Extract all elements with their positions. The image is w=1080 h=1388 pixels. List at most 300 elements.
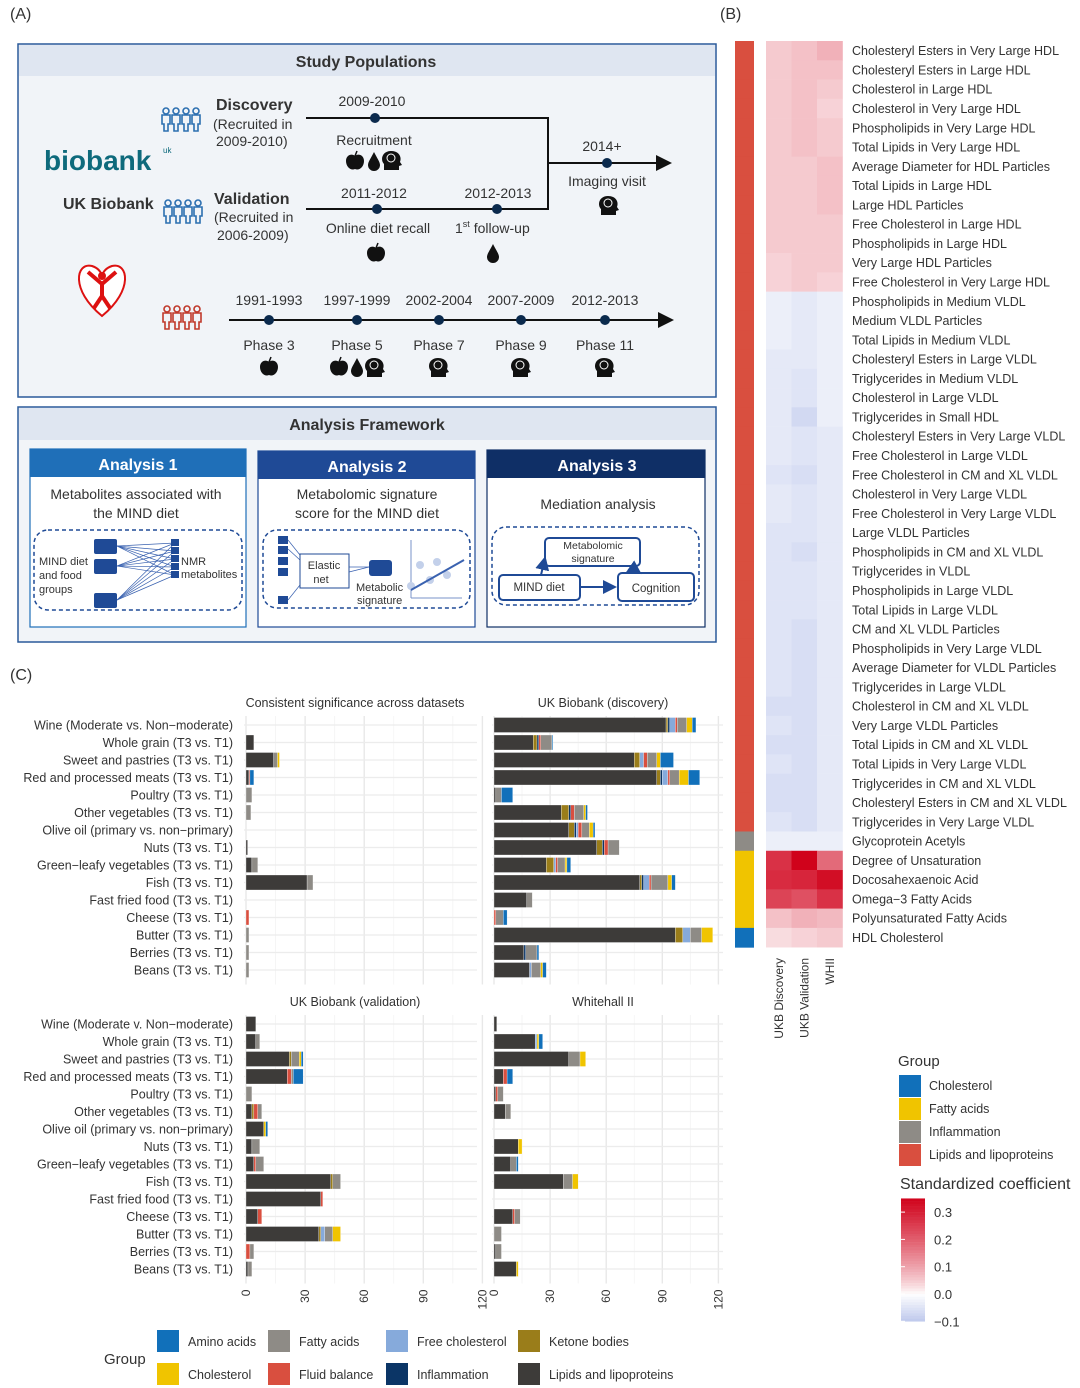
heatmap-cell [766, 735, 792, 755]
whii-year: 2012-2013 [571, 292, 639, 308]
heatmap-row-label: Triglycerides in Large VLDL [852, 680, 1006, 695]
heatmap-row-label: Phospholipids in Medium VLDL [852, 294, 1026, 309]
panel-title: UK Biobank (validation) [289, 995, 421, 1009]
colorbar-step [901, 1256, 925, 1259]
group-bar-cell [735, 581, 754, 601]
heatmap-cell [817, 388, 843, 408]
bar-segment [321, 1192, 323, 1207]
bar-segment [293, 1069, 303, 1084]
bar-segment [574, 823, 576, 838]
heatmap-cell [817, 407, 843, 427]
heatmap-row-label: Phospholipids in Large HDL [852, 236, 1007, 251]
heatmap-cell [817, 137, 843, 157]
heatmap-cell [766, 349, 792, 369]
bar-segment [561, 805, 568, 820]
bar-segment [291, 1069, 293, 1084]
heatmap-row-label: Phospholipids in Large VLDL [852, 583, 1014, 598]
colorbar-step [901, 1215, 925, 1218]
bar-segment [649, 875, 651, 890]
heatmap-cell [817, 80, 843, 100]
heatmap-cell [792, 215, 818, 235]
heatmap-cell [817, 639, 843, 659]
bar-segment [657, 753, 661, 768]
y-tick-label: Cheese (T3 vs. T1) [126, 911, 233, 925]
heatmap-cell [817, 600, 843, 620]
bar-segment [644, 753, 648, 768]
heatmap-cell [792, 60, 818, 80]
bar-segment [331, 1174, 333, 1189]
heatmap-cell [792, 697, 818, 717]
heatmap-cell [792, 99, 818, 119]
bar-segment [494, 945, 524, 960]
panel-label-c: (C) [10, 667, 33, 684]
bar-segment [254, 1157, 256, 1172]
heatmap-cell [792, 504, 818, 524]
bar-segment [702, 928, 713, 943]
heatmap-cell [766, 369, 792, 389]
group-legend-swatch [899, 1121, 921, 1143]
colorbar-step [901, 1250, 925, 1253]
bar-segment [494, 875, 640, 890]
bar-segment [690, 928, 701, 943]
heatmap-cell [792, 41, 818, 61]
heatmap-row-label: Degree of Unsaturation [852, 853, 982, 868]
bar-segment [494, 1209, 513, 1224]
heatmap-cell [817, 658, 843, 678]
heatmap-cell [766, 774, 792, 794]
group-bar-cell [735, 697, 754, 717]
colorbar-tick-label: 0.2 [934, 1232, 953, 1248]
y-tick-label: Butter (T3 vs. T1) [135, 928, 233, 943]
heatmap-cell [817, 870, 843, 890]
a2-out2: signature [357, 595, 403, 607]
heatmap-row-label: Glycoprotein Acetyls [852, 834, 966, 849]
heatmap-cell [792, 735, 818, 755]
heatmap-row-label: Polyunsaturated Fatty Acids [852, 911, 1007, 926]
heatmap-cell [817, 157, 843, 177]
heatmap-cell [817, 99, 843, 119]
heatmap-cell [817, 292, 843, 312]
panel-label-a: (A) [10, 6, 32, 23]
colorbar-step [901, 1248, 925, 1251]
bar-segment [593, 823, 595, 838]
bar-legend-swatch [268, 1363, 290, 1385]
group-bar-cell [735, 137, 754, 157]
bar-segment [516, 1262, 518, 1277]
heatmap-cell [792, 754, 818, 774]
group-bar-cell [735, 311, 754, 331]
y-tick-label: Other vegetables (T3 vs. T1) [74, 806, 233, 820]
group-bar-cell [735, 427, 754, 447]
whii-year: 1997-1999 [323, 292, 391, 308]
bar-segment [524, 945, 526, 960]
x-tick-label: 120 [475, 1289, 490, 1310]
bar-segment [246, 1122, 264, 1137]
colorbar-step [901, 1220, 925, 1223]
bar-segment [266, 1122, 268, 1137]
heatmap-cell [792, 446, 818, 466]
bar-segment [246, 1052, 289, 1067]
bar-segment [574, 805, 583, 820]
bar-segment [494, 788, 496, 803]
bar-segment [662, 770, 668, 785]
heatmap-cell [817, 716, 843, 736]
heatmap-cell [792, 581, 818, 601]
bar-segment [578, 823, 582, 838]
y-tick-label: Fish (T3 vs. T1) [145, 876, 233, 890]
analysis-1-desc2: the MIND diet [93, 505, 179, 521]
bar-segment [250, 1244, 254, 1259]
x-tick-label: 0 [487, 1289, 501, 1297]
heatmap-cell [792, 157, 818, 177]
val-event2-pre: 1 [455, 220, 463, 236]
y-tick-label: Other vegetables (T3 vs. T1) [74, 1105, 233, 1119]
x-tick-label: 0 [239, 1289, 253, 1297]
val-event2-sup: st [462, 219, 470, 229]
bar-segment [264, 1122, 266, 1137]
timeline-dot [434, 315, 444, 325]
group-bar-cell [735, 176, 754, 196]
bar-segment [589, 823, 593, 838]
bar-legend-label: Fluid balance [299, 1368, 374, 1382]
whii-phase: Phase 3 [243, 337, 295, 353]
group-bar-cell [735, 330, 754, 350]
heatmap-cell [792, 80, 818, 100]
bar-segment [299, 1052, 301, 1067]
heatmap-cell [817, 484, 843, 504]
colorbar-step [901, 1207, 925, 1210]
y-tick-label: Cheese (T3 vs. T1) [126, 1210, 233, 1224]
heatmap-cell [817, 619, 843, 639]
heatmap-row-label: Cholesteryl Esters in Very Large HDL [852, 44, 1060, 59]
heatmap-cell [817, 465, 843, 485]
panel-label-b: (B) [720, 6, 742, 23]
bar-segment [496, 788, 502, 803]
colorbar-step [901, 1223, 925, 1226]
bar-segment [498, 1087, 504, 1102]
bar-segment [246, 1209, 258, 1224]
colorbar-step [901, 1272, 925, 1275]
heatmap-cell [766, 176, 792, 196]
group-bar-cell [735, 716, 754, 736]
bar-segment [494, 1244, 496, 1259]
bar-segment [307, 875, 313, 890]
colorbar-step [901, 1289, 925, 1292]
bar-segment [535, 1034, 537, 1049]
heatmap-cell [792, 774, 818, 794]
a1-left3: groups [39, 584, 73, 596]
group-legend-label: Fatty acids [929, 1102, 990, 1116]
group-legend-title: Group [898, 1053, 940, 1070]
a3-med2: signature [571, 553, 615, 565]
heatmap-cell [792, 369, 818, 389]
panel-title: Consistent significance across datasets [245, 696, 465, 710]
heatmap-cell [792, 311, 818, 331]
bar-segment [527, 893, 533, 908]
bar-segment [503, 910, 507, 925]
heatmap-cell [817, 735, 843, 755]
group-bar-cell [735, 870, 754, 890]
bar-segment [278, 753, 280, 768]
colorbar-step [901, 1259, 925, 1262]
heatmap-row-label: Total Lipids in Large HDL [852, 179, 992, 194]
bar-segment [250, 770, 254, 785]
heatmap-row-label: Cholesteryl Esters in Large VLDL [852, 352, 1037, 367]
heatmap-row-label: Cholesterol in CM and XL VLDL [852, 699, 1029, 714]
bar-segment [556, 858, 558, 873]
bar-segment [246, 1157, 254, 1172]
bar-legend-label: Amino acids [188, 1335, 257, 1349]
heatmap-cell [817, 754, 843, 774]
bar-segment [494, 823, 569, 838]
group-bar-cell [735, 99, 754, 119]
bar-legend-swatch [518, 1330, 540, 1352]
bar-segment [660, 770, 662, 785]
group-bar-cell [735, 812, 754, 832]
bar-segment [602, 840, 604, 855]
group-legend-swatch [899, 1075, 921, 1097]
heatmap-cell [817, 889, 843, 909]
whii-year: 2002-2004 [405, 292, 473, 308]
bar-segment [246, 928, 249, 943]
bar-segment [246, 840, 248, 855]
heatmap-cell [792, 831, 818, 851]
colorbar-step [901, 1231, 925, 1234]
heatmap-row-label: Docosahexaenoic Acid [852, 873, 979, 888]
colorbar-step [901, 1269, 925, 1272]
heatmap-row-label: Cholesterol in Large VLDL [852, 391, 999, 406]
heatmap-cell [766, 137, 792, 157]
a2-box1: Elastic [307, 560, 341, 572]
group-bar-cell [735, 195, 754, 215]
group-bar-cell [735, 465, 754, 485]
y-tick-label: Fast fried food (T3 vs. T1) [89, 1192, 233, 1207]
bar-segment [256, 1157, 264, 1172]
bar-charts [23, 696, 725, 1310]
heatmap-cell [766, 484, 792, 504]
bar-segment [494, 858, 546, 873]
heatmap-cell [766, 542, 792, 562]
group-legend-label: Cholesterol [929, 1079, 993, 1093]
bar-segment [634, 753, 640, 768]
heatmap-cell [817, 504, 843, 524]
bar-segment [647, 753, 656, 768]
heatmap-cell [792, 407, 818, 427]
group-bar-cell [735, 484, 754, 504]
heatmap-cell [792, 523, 818, 543]
colorbar-step [901, 1228, 925, 1231]
heatmap-cell [766, 41, 792, 61]
y-tick-label: Poultry (T3 vs. T1) [130, 1087, 233, 1102]
bar-segment [569, 805, 571, 820]
group-bar-cell [735, 407, 754, 427]
heatmap-cell [766, 870, 792, 890]
group-bar-cell [735, 292, 754, 312]
bar-segment [558, 858, 565, 873]
analysis-framework-box [18, 407, 716, 642]
bar-segment [494, 1139, 518, 1154]
heatmap-row-label: Cholesteryl Esters in Very Large VLDL [852, 429, 1066, 444]
colorbar-step [901, 1278, 925, 1281]
heatmap-cell [817, 215, 843, 235]
bar-segment [516, 1157, 518, 1172]
disc-year: 2009-2010 [338, 93, 406, 109]
colorbar-step [901, 1283, 925, 1286]
heatmap-cell [792, 176, 818, 196]
bar-segment [496, 910, 503, 925]
bar-segment [582, 823, 589, 838]
heatmap-cell [766, 658, 792, 678]
colorbar-step [901, 1299, 925, 1302]
y-tick-label: Wine (Moderate v. Non−moderate) [41, 1017, 233, 1032]
group-bar-cell [735, 60, 754, 80]
heatmap-cell [766, 716, 792, 736]
y-tick-label: Sweet and pastries (T3 vs. T1) [63, 1052, 233, 1067]
heatmap-cell [792, 639, 818, 659]
bar-segment [246, 1244, 250, 1259]
heatmap-cell [766, 118, 792, 138]
heatmap-row-label: Cholesteryl Esters in CM and XL VLDL [852, 796, 1067, 811]
analysis-2-title: Analysis 2 [327, 459, 407, 476]
heatmap-row-label: HDL Cholesterol [852, 931, 944, 946]
bar-segment [563, 1174, 572, 1189]
heatmap-cell [817, 677, 843, 697]
heatmap-cell [817, 272, 843, 292]
heatmap-cell [766, 330, 792, 350]
heatmap-cell [766, 504, 792, 524]
bar-segment [503, 1069, 507, 1084]
heatmap-cell [766, 619, 792, 639]
heatmap-cell [766, 909, 792, 929]
bar-legend-label: Free cholesterol [417, 1335, 507, 1349]
heatmap-column-label: UKB Validation [797, 958, 812, 1038]
heatmap-cell [817, 909, 843, 929]
bar-segment [537, 1034, 539, 1049]
y-tick-label: Beans (T3 vs. T1) [133, 963, 233, 978]
bar-segment [531, 963, 540, 978]
study-populations-title: Study Populations [295, 54, 437, 71]
bar-segment [670, 770, 679, 785]
group-bar-cell [735, 774, 754, 794]
group-bar-cell [735, 851, 754, 871]
group-bar-cell [735, 234, 754, 254]
heatmap-cell [792, 292, 818, 312]
heatmap-cell [792, 658, 818, 678]
bar-segment [688, 770, 699, 785]
x-tick-label: 90 [416, 1289, 431, 1303]
heatmap-cell [766, 562, 792, 582]
heatmap-row-label: Total Lipids in Very Large HDL [852, 140, 1021, 155]
heatmap-cell [766, 388, 792, 408]
bar-segment [675, 928, 682, 943]
a1-right2: metabolites [181, 569, 238, 581]
bar-segment [325, 1227, 333, 1242]
heatmap-cell [817, 831, 843, 851]
heatmap-row-label: Total Lipids in Large VLDL [852, 603, 998, 618]
bar-segment [494, 735, 533, 750]
heatmap-cell [792, 484, 818, 504]
val-year1: 2011-2012 [341, 185, 407, 201]
heatmap-cell [766, 523, 792, 543]
heatmap-cell [792, 677, 818, 697]
validation-title: Validation [214, 191, 290, 208]
bar-segment [274, 753, 278, 768]
discovery-title: Discovery [216, 97, 293, 114]
whii-phase: Phase 7 [413, 337, 465, 353]
val-year2: 2012-2013 [464, 185, 532, 201]
heatmap-cell [792, 793, 818, 813]
colorbar-step [901, 1308, 925, 1311]
heatmap-cell [792, 253, 818, 273]
group-bar-cell [735, 369, 754, 389]
colorbar-step [901, 1245, 925, 1248]
y-tick-label: Red and processed meats (T3 vs. T1) [23, 771, 233, 785]
bar-segment [494, 805, 561, 820]
bar-segment [246, 1034, 256, 1049]
bar-segment [246, 963, 249, 978]
bar-segment [301, 1052, 303, 1067]
bar-segment [518, 1139, 522, 1154]
bar-segment [246, 788, 252, 803]
bar-segment [539, 735, 541, 750]
heatmap-cell [766, 215, 792, 235]
heatmap-cell [766, 195, 792, 215]
heatmap-row-label: Omega−3 Fatty Acids [852, 892, 972, 907]
bar-segment [554, 858, 556, 873]
bar-segment [569, 823, 575, 838]
heatmap-cell [792, 889, 818, 909]
group-bar-cell [735, 735, 754, 755]
bar-segment [494, 1087, 496, 1102]
bar-segment [608, 840, 619, 855]
heatmap-cell [766, 292, 792, 312]
heatmap-cell [766, 793, 792, 813]
group-legend-swatch [899, 1144, 921, 1166]
heatmap-cell [792, 195, 818, 215]
heatmap-row-label: Medium VLDL Particles [852, 314, 983, 329]
group-bar-cell [735, 677, 754, 697]
heatmap-column-label: UKB Discovery [771, 958, 786, 1039]
bar-segment [679, 770, 688, 785]
bar-segment [687, 718, 693, 733]
bar-segment [530, 963, 532, 978]
y-tick-label: Green−leafy vegetables (T3 vs. T1) [36, 1157, 233, 1172]
x-tick-label: 60 [599, 1289, 614, 1303]
heatmap-cell [766, 831, 792, 851]
bar-panel-1 [492, 696, 723, 985]
group-bar-cell [735, 639, 754, 659]
validation-line1: (Recruited in [214, 209, 294, 225]
bar-legend-swatch [386, 1330, 408, 1352]
group-bar-cell [735, 253, 754, 273]
heatmap-cell [792, 928, 818, 948]
colorbar-step [901, 1297, 925, 1300]
colorbar-step [901, 1275, 925, 1278]
bar-legend-label: Fatty acids [299, 1335, 360, 1349]
bar-segment [246, 1192, 321, 1207]
bar-segment [670, 718, 676, 733]
bar-segment [258, 1104, 262, 1119]
group-bar-cell [735, 928, 754, 948]
bar-legend-swatch [157, 1330, 179, 1352]
bar-segment [576, 823, 578, 838]
timeline-dot [264, 315, 274, 325]
y-tick-label: Whole grain (T3 vs. T1) [102, 1035, 233, 1049]
y-tick-label: Butter (T3 vs. T1) [135, 1227, 233, 1242]
timeline-dot [602, 158, 612, 168]
bar-segment [565, 858, 567, 873]
bar-segment [660, 753, 673, 768]
